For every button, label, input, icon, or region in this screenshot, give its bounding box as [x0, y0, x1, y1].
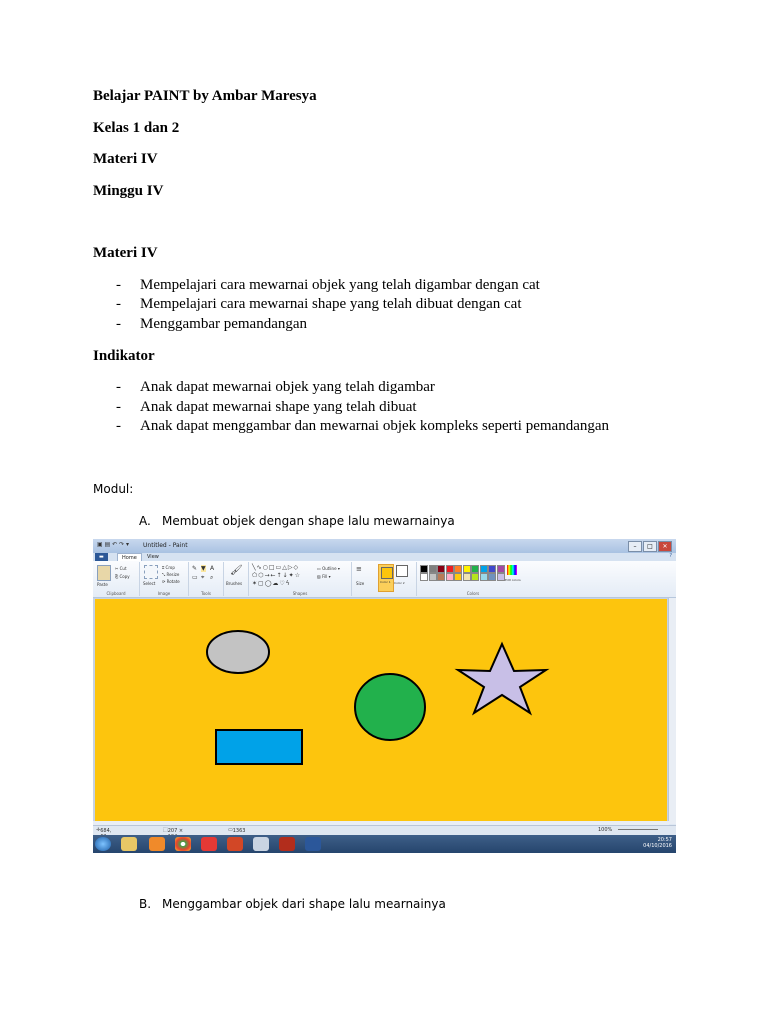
- class-line: Kelas 1 dan 2: [93, 120, 180, 136]
- shapes-gallery-row3[interactable]: ✶▢◯☁♡ϟ: [252, 580, 291, 587]
- vertical-scrollbar[interactable]: [668, 598, 676, 824]
- canvas-size: ▭ 1363: [228, 827, 246, 834]
- section-b: B. Menggambar objek dari shape lalu mearnainya: [139, 897, 446, 911]
- group-label: Tools: [201, 591, 211, 596]
- paint-window-title: Untitled - Paint: [143, 542, 188, 549]
- start-button[interactable]: [95, 837, 111, 851]
- color1-swatch: [381, 567, 393, 579]
- select-button[interactable]: Select: [143, 581, 156, 586]
- materi-heading: Materi IV: [93, 245, 158, 261]
- green-circle: [355, 674, 425, 740]
- lavender-star: [458, 644, 546, 713]
- palette-swatch[interactable]: [463, 565, 471, 573]
- palette-swatch[interactable]: [471, 565, 479, 573]
- palette-swatch[interactable]: [488, 573, 496, 581]
- palette-swatch[interactable]: [437, 565, 445, 573]
- colors-group: [417, 562, 529, 596]
- gray-ellipse: [207, 631, 269, 673]
- cut-button[interactable]: ✂ Cut: [115, 566, 127, 571]
- quick-access-icons: ▣ ▤ ↶ ↷ ▾: [97, 541, 130, 548]
- fill-bucket-icon[interactable]: ▼: [201, 565, 206, 572]
- palette-swatch[interactable]: [471, 573, 479, 581]
- maximize-button[interactable]: □: [643, 541, 657, 552]
- list-item: - Mempelajari cara mewarnai shape yang telah dibuat dengan cat: [116, 296, 522, 312]
- explorer-icon[interactable]: [121, 837, 137, 851]
- close-button[interactable]: ✕: [658, 541, 672, 552]
- tools-group: [189, 562, 224, 596]
- palette-swatch[interactable]: [446, 565, 454, 573]
- canvas-area: [93, 598, 669, 824]
- help-icon[interactable]: ?: [669, 553, 672, 559]
- paint-screenshot: [93, 539, 676, 853]
- powerpoint-icon[interactable]: [227, 837, 243, 851]
- palette-swatch[interactable]: [497, 573, 505, 581]
- palette-swatch[interactable]: [454, 565, 462, 573]
- palette-swatch[interactable]: [420, 573, 428, 581]
- materi-line: Materi IV: [93, 151, 158, 167]
- brushes-group: [224, 562, 249, 596]
- paint-titlebar: [93, 539, 676, 553]
- paint-icon[interactable]: [253, 837, 269, 851]
- group-label: Image: [157, 591, 171, 596]
- size-button[interactable]: Size: [356, 581, 365, 586]
- list-item: - Mempelajari cara mewarnai objek yang telah digambar dengan cat: [116, 277, 540, 293]
- outline-button[interactable]: ▭ Outline ▾: [317, 566, 340, 571]
- minimize-button[interactable]: –: [628, 541, 642, 552]
- color-picker-icon[interactable]: ⌖: [201, 574, 205, 581]
- shapes-group: [249, 562, 352, 596]
- edit-colors-button[interactable]: Edit colors: [505, 578, 521, 582]
- tab-view[interactable]: View: [147, 554, 159, 560]
- list-item: - Anak dapat menggambar dan mewarnai objek kompleks seperti pemandangan: [116, 418, 610, 434]
- size-color-group: [352, 562, 417, 596]
- pdf-icon[interactable]: [279, 837, 295, 851]
- palette-swatch[interactable]: [488, 565, 496, 573]
- ribbon-tabs: [93, 553, 676, 561]
- brush-icon[interactable]: 🖌: [230, 565, 243, 576]
- word-icon[interactable]: [305, 837, 321, 851]
- modul-label: Modul:: [93, 482, 134, 496]
- eraser-icon[interactable]: ▭: [192, 574, 198, 581]
- text-icon[interactable]: A: [210, 565, 215, 572]
- shapes-gallery-row1[interactable]: ╲∿○□▭△▷◇: [252, 564, 300, 571]
- pencil-icon[interactable]: ✎: [192, 565, 198, 572]
- paste-icon[interactable]: [97, 565, 111, 581]
- zoom-slider[interactable]: [618, 829, 658, 830]
- group-label: Clipboard: [106, 591, 126, 596]
- palette-swatch[interactable]: [429, 565, 437, 573]
- ribbon: [93, 561, 676, 598]
- canvas-drawing: [95, 599, 667, 823]
- list-item: - Menggambar pemandangan: [116, 316, 308, 332]
- section-a: A. Membuat objek dengan shape lalu mewarnainya: [139, 514, 455, 528]
- media-icon[interactable]: [149, 837, 165, 851]
- brushes-button[interactable]: Brushes: [226, 581, 243, 586]
- edit-colors-icon[interactable]: [507, 565, 517, 575]
- selection-size: ⬚ 207 ×: [163, 827, 184, 834]
- clipboard-group: [93, 562, 140, 596]
- zoom-level: 100%: [598, 827, 613, 833]
- rotate-button[interactable]: ⟳ Rotate: [162, 579, 180, 584]
- size-icon[interactable]: ≡: [356, 565, 362, 573]
- palette-swatch[interactable]: [429, 573, 437, 581]
- status-bar: [93, 825, 676, 835]
- palette-swatch[interactable]: [497, 565, 505, 573]
- color2-label: Color 2: [394, 581, 405, 585]
- image-group: [140, 562, 189, 596]
- group-label: Colors: [466, 591, 480, 596]
- list-item: - Anak dapat mewarnai objek yang telah digambar: [116, 379, 435, 395]
- chrome-icon[interactable]: [175, 837, 191, 851]
- shapes-gallery-row2[interactable]: ⬠⬡→←↑↓✦☆: [252, 572, 301, 579]
- app-icon[interactable]: [201, 837, 217, 851]
- group-label: Shapes: [292, 591, 308, 596]
- indikator-heading: Indikator: [93, 348, 155, 364]
- palette-swatch[interactable]: [437, 573, 445, 581]
- palette-swatch[interactable]: [463, 573, 471, 581]
- taskbar: [93, 835, 676, 853]
- palette-swatch[interactable]: [420, 565, 428, 573]
- doc-title: Belajar PAINT by Ambar Maresya: [93, 88, 317, 104]
- tab-home[interactable]: Home: [117, 553, 142, 562]
- palette-swatch[interactable]: [454, 573, 462, 581]
- paint-menu-button[interactable]: ▬: [95, 553, 108, 561]
- paste-button[interactable]: Paste: [97, 582, 108, 587]
- palette-swatch[interactable]: [480, 565, 488, 573]
- fill-button[interactable]: ▨ Fill ▾: [317, 574, 331, 579]
- copy-button[interactable]: ⎘ Copy: [115, 574, 130, 579]
- taskbar-clock: 20:57 04/10/2016: [643, 837, 672, 849]
- list-item: - Anak dapat mewarnai shape yang telah dibuat: [116, 399, 417, 415]
- magnifier-icon[interactable]: ⌕: [210, 574, 214, 581]
- color1-label: Color 1: [380, 580, 391, 584]
- cursor-position: ✛ 684,: [96, 827, 112, 834]
- resize-button[interactable]: ⤡ Resize: [162, 572, 180, 577]
- select-icon[interactable]: [144, 565, 158, 579]
- minggu-line: Minggu IV: [93, 183, 164, 199]
- palette-swatch[interactable]: [446, 573, 454, 581]
- blue-rectangle: [216, 730, 302, 764]
- color2-swatch[interactable]: [396, 565, 408, 577]
- crop-button[interactable]: ⌗ Crop: [162, 565, 175, 570]
- paint-canvas[interactable]: [95, 599, 667, 823]
- palette-swatch[interactable]: [480, 573, 488, 581]
- color1-button[interactable]: [378, 564, 394, 592]
